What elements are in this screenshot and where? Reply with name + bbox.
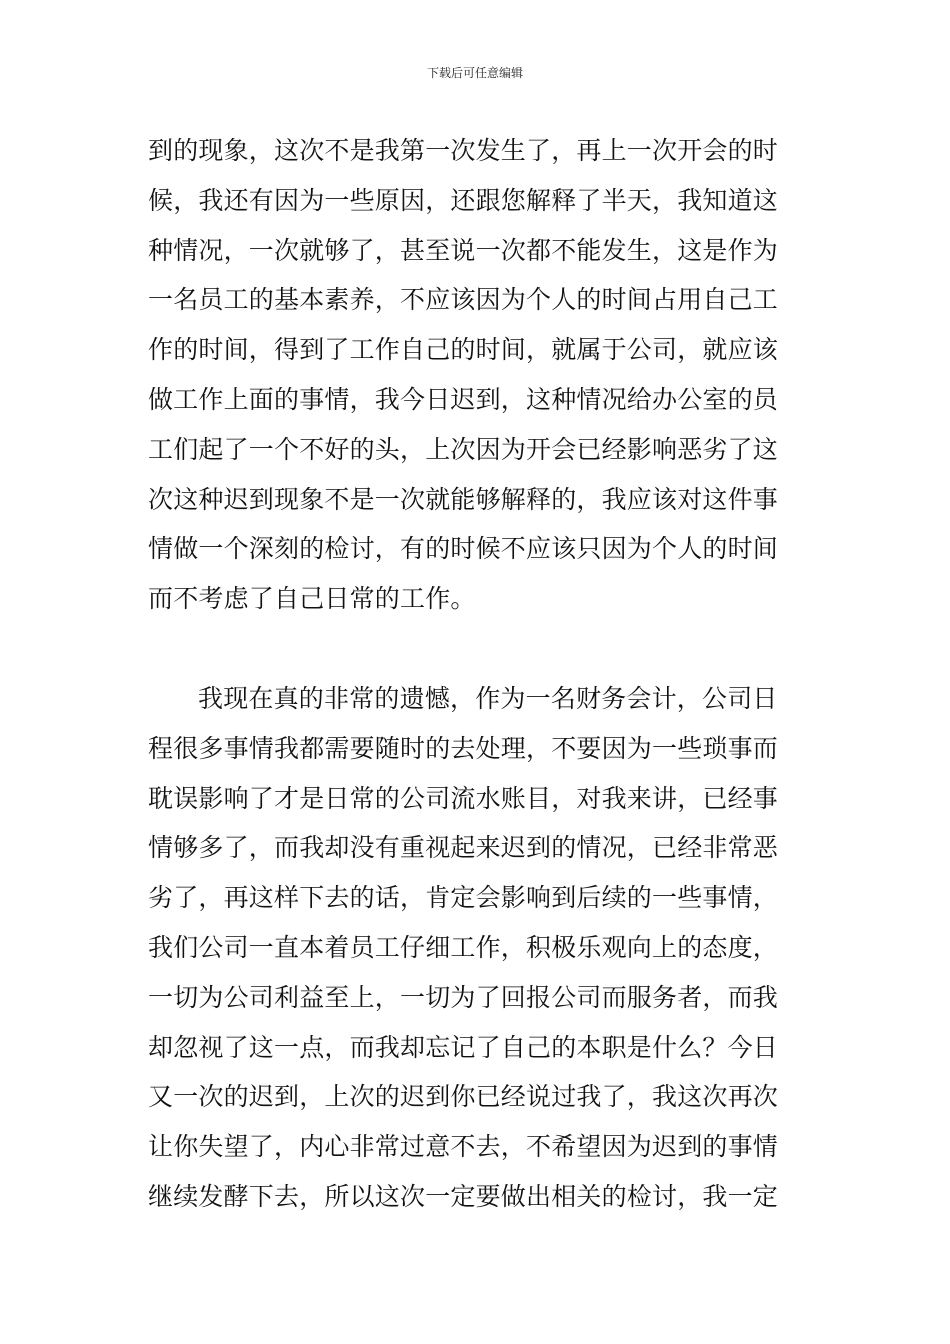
text-line: 种情况，一次就够了，甚至说一次都不能发生，这是作为 bbox=[148, 235, 779, 265]
text-line: 工们起了一个不好的头，上次因为开会已经影响恶劣了这 bbox=[148, 434, 779, 464]
text-line: 耽误影响了才是日常的公司流水账目，对我来讲，已经事 bbox=[148, 783, 779, 813]
paragraph-1 bbox=[148, 126, 808, 624]
text-line: 到的现象，这次不是我第一次发生了，再上一次开会的时 bbox=[148, 136, 779, 165]
text-line: 候，我还有因为一些原因，还跟您解释了半天，我知道这 bbox=[148, 185, 779, 215]
text-line: 情做一个深刻的检讨，有的时候不应该只因为个人的时间 bbox=[148, 534, 779, 564]
text-line: 一切为公司利益至上，一切为了回报公司而服务者，而我 bbox=[148, 982, 779, 1012]
text-line: 我们公司一直本着员工仔细工作，积极乐观向上的态度， bbox=[148, 932, 779, 962]
text-line: 继续发酵下去，所以这次一定要做出相关的检讨，我一定 bbox=[148, 1181, 779, 1211]
text-line: 程很多事情我都需要随时的去处理，不要因为一些琐事而 bbox=[148, 733, 779, 763]
text-line: 作的时间，得到了工作自己的时间，就属于公司，就应该 bbox=[148, 335, 779, 365]
text-line: 却忽视了这一点，而我却忘记了自己的本职是什么？今日 bbox=[148, 1032, 779, 1062]
text-line: 我现在真的非常的遗憾，作为一名财务会计，公司日 bbox=[198, 684, 778, 713]
text-line: 情够多了，而我却没有重视起来迟到的情况，已经非常恶 bbox=[148, 833, 779, 863]
page-header: 下载后可任意编辑 bbox=[426, 66, 523, 80]
text-line: 一名员工的基本素养，不应该因为个人的时间占用自己工 bbox=[148, 285, 779, 315]
text-line: 让你失望了，内心非常过意不去，不希望因为迟到的事情 bbox=[148, 1132, 779, 1162]
paragraph-2 bbox=[148, 674, 808, 1222]
text-line: 劣了，再这样下去的话，肯定会影响到后续的一些事情， bbox=[148, 883, 779, 913]
text-line: 做工作上面的事情，我今日迟到，这种情况给办公室的员 bbox=[148, 384, 779, 414]
text-line: 次这种迟到现象不是一次就能够解释的，我应该对这件事 bbox=[148, 484, 779, 514]
text-line: 又一次的迟到，上次的迟到你已经说过我了，我这次再次 bbox=[148, 1082, 779, 1112]
text-line: 而不考虑了自己日常的工作。 bbox=[148, 584, 476, 614]
